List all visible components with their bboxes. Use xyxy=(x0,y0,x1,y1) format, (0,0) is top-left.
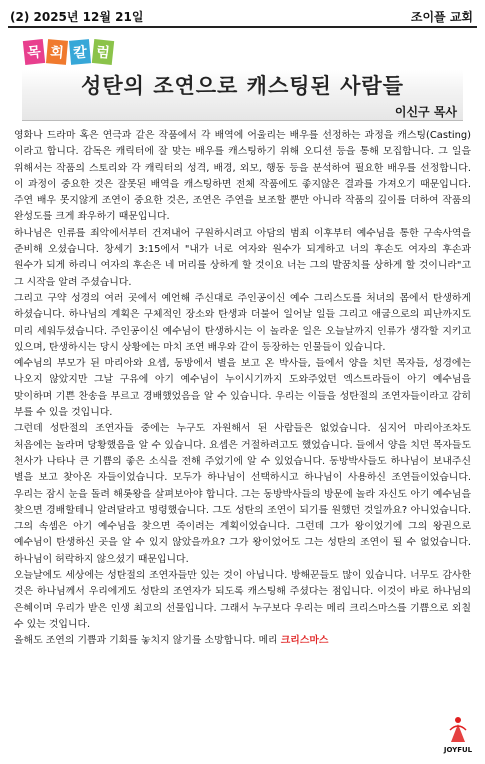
issue-date: (2) 2025년 12월 21일 xyxy=(10,10,144,24)
column-tile: 목 xyxy=(23,39,45,65)
paragraph: 그런데 성탄절의 조연자들 중에는 누구도 자원해서 된 사람들은 없었습니다. 심지어 마리아조차도 처음에는 놀라며 당황했음을 알 수 있습니다. 요셉은 거절하려고도 했었습니다. 들에서 양을 치던 목자들도 천사가 나타나 큰 기쁨의 좋은 소식을 전해 주었기에 알 수 있었습니다. 동방박사들도 하나님이 보내주신 별을 보고 찾아온 자들이었습니다. 모두가 하나님이 선택하시고 하나님이 사용하신 조연들이었습니다. 우리는 잠시 눈을 돌려 해롯왕을 살펴보아야 합니다. 그는 동방박사들의 방문에 놀라 자신도 아기 예수님을 찾으면 경배할테니 알려달라고 명령했습니다. 그도 성탄의 조연이 되기를 원했던 것일까요? 아니었습니다. 그의 속셈은 아기 예수님을 찾으면 죽이려는 계획이었습니다. 그런데 그가 왕이었기에 그의 왕권으로 예수님이 탄생하신 곳을 알 수 있지 않았을까요? 그가 왕이었어도 그는 성탄의 조연이 될 수 없었습니다. 하나님이 허락하지 않으셨기 때문입니다. xyxy=(14,423,471,565)
closing-paragraph xyxy=(14,633,471,649)
column-tile: 칼 xyxy=(69,39,91,65)
paragraph: 하나님은 인류를 죄악에서부터 건져내어 구원하시려고 아담의 범죄 이후부터 예수님을 통한 구속사역을 준비해 오셨습니다. 창세기 3:15에서 "내가 너로 여자와 원수가 되게하고 너의 후손도 여자의 후손과 원수가 되게 하리니 여자의 후손은 네 머리를 상하게 할 것이요 너는 그의 발꿈치를 상하게 할 것이니라"고 그 시작을 알려 주셨습니다. xyxy=(14,227,471,288)
church-name: 조이플 교회 xyxy=(410,10,473,24)
title-block xyxy=(22,70,463,121)
article-body xyxy=(14,128,471,650)
church-logo-icon xyxy=(441,712,475,756)
column-tile: 회 xyxy=(46,39,68,65)
paragraph: 그리고 구약 성경의 여러 곳에서 예언해 주신대로 주인공이신 예수 그리스도를 처녀의 몸에서 탄생하게 하셨습니다. 하나님의 계획은 구체적인 장소와 탄생과 더불어 일어날 일들 그리고 애굽으로의 피난까지도 미리 세워두셨습니다. 주인공이신 예수님이 탄생하시는 이 놀라운 일은 오늘날까지 인류가 생각할 지키고 있으며, 탄생하시는 당시 상황에는 마치 조연 배우와 같이 등장하는 인물들이 있습니다. xyxy=(14,292,471,353)
christmas-highlight: 크리스마스 xyxy=(280,635,329,647)
logo-text: JOYFUL xyxy=(443,746,473,754)
article-author: 이신구 목사 xyxy=(394,105,457,119)
article-title: 성탄의 조연으로 캐스팅된 사람들 xyxy=(81,74,404,98)
column-tile: 럼 xyxy=(92,39,114,65)
column-label xyxy=(24,40,113,64)
paragraph: 예수님의 부모가 된 마리아와 요셉, 동방에서 별을 보고 온 박사들, 들에서 양을 치던 목자들, 성경에는 나오지 않았지만 그날 구유에 아기 예수님이 누이시기까지 도와주었던 엑스트라들이 아기 예수님을 맞이하며 기쁜 찬송을 부르고 경배했었음을 알 수 있습니다. 우리는 이들을 성탄절의 조연자들이라고 감히 부를 수 있을 것입니다. xyxy=(14,358,471,419)
closing-text: 올해도 조연의 기쁨과 기회를 놓치지 않기를 소망합니다. 메리 xyxy=(14,635,281,647)
paragraph: 영화나 드라마 혹은 연극과 같은 작품에서 각 배역에 어울리는 배우를 선정하는 과정을 캐스팅(Casting)이라고 합니다. 감독은 캐릭터에 잘 맞는 배우를 캐스팅하기 위해 오디션 등을 통해 모집합니다. 그 일을 위해서는 작품의 스토리와 각 캐릭터의 성격, 배경, 외모, 행동 등을 분석하여 필요한 배우를 선정합니다. 이 과정이 중요한 것은 잘못된 배역을 캐스팅하면 전체 작품에도 좋지않은 결과를 가져오기 때문입니다. 주연 배우 못지않게 조연이 중요한 것은, 조연은 주연을 보조할 뿐만 아니라 작품의 깊이를 더하여 작품의 완성도를 크게 좌우하기 때문입니다. xyxy=(14,130,471,223)
paragraph: 오늘날에도 세상에는 성탄절의 조연자들만 있는 것이 아닙니다. 방해꾼들도 많이 있습니다. 너무도 감사한 것은 하나님께서 우리에게도 성탄의 조연자가 되도록 캐스팅해 주셨다는 점입니다. 이것이 바로 하나님의 은혜이며 우리가 받은 인생 최고의 선물입니다. 그래서 누구보다 우리는 메리 크리스마스를 기쁨으로 외칠 수 있는 것입니다. xyxy=(14,570,471,630)
page-header xyxy=(8,6,477,28)
